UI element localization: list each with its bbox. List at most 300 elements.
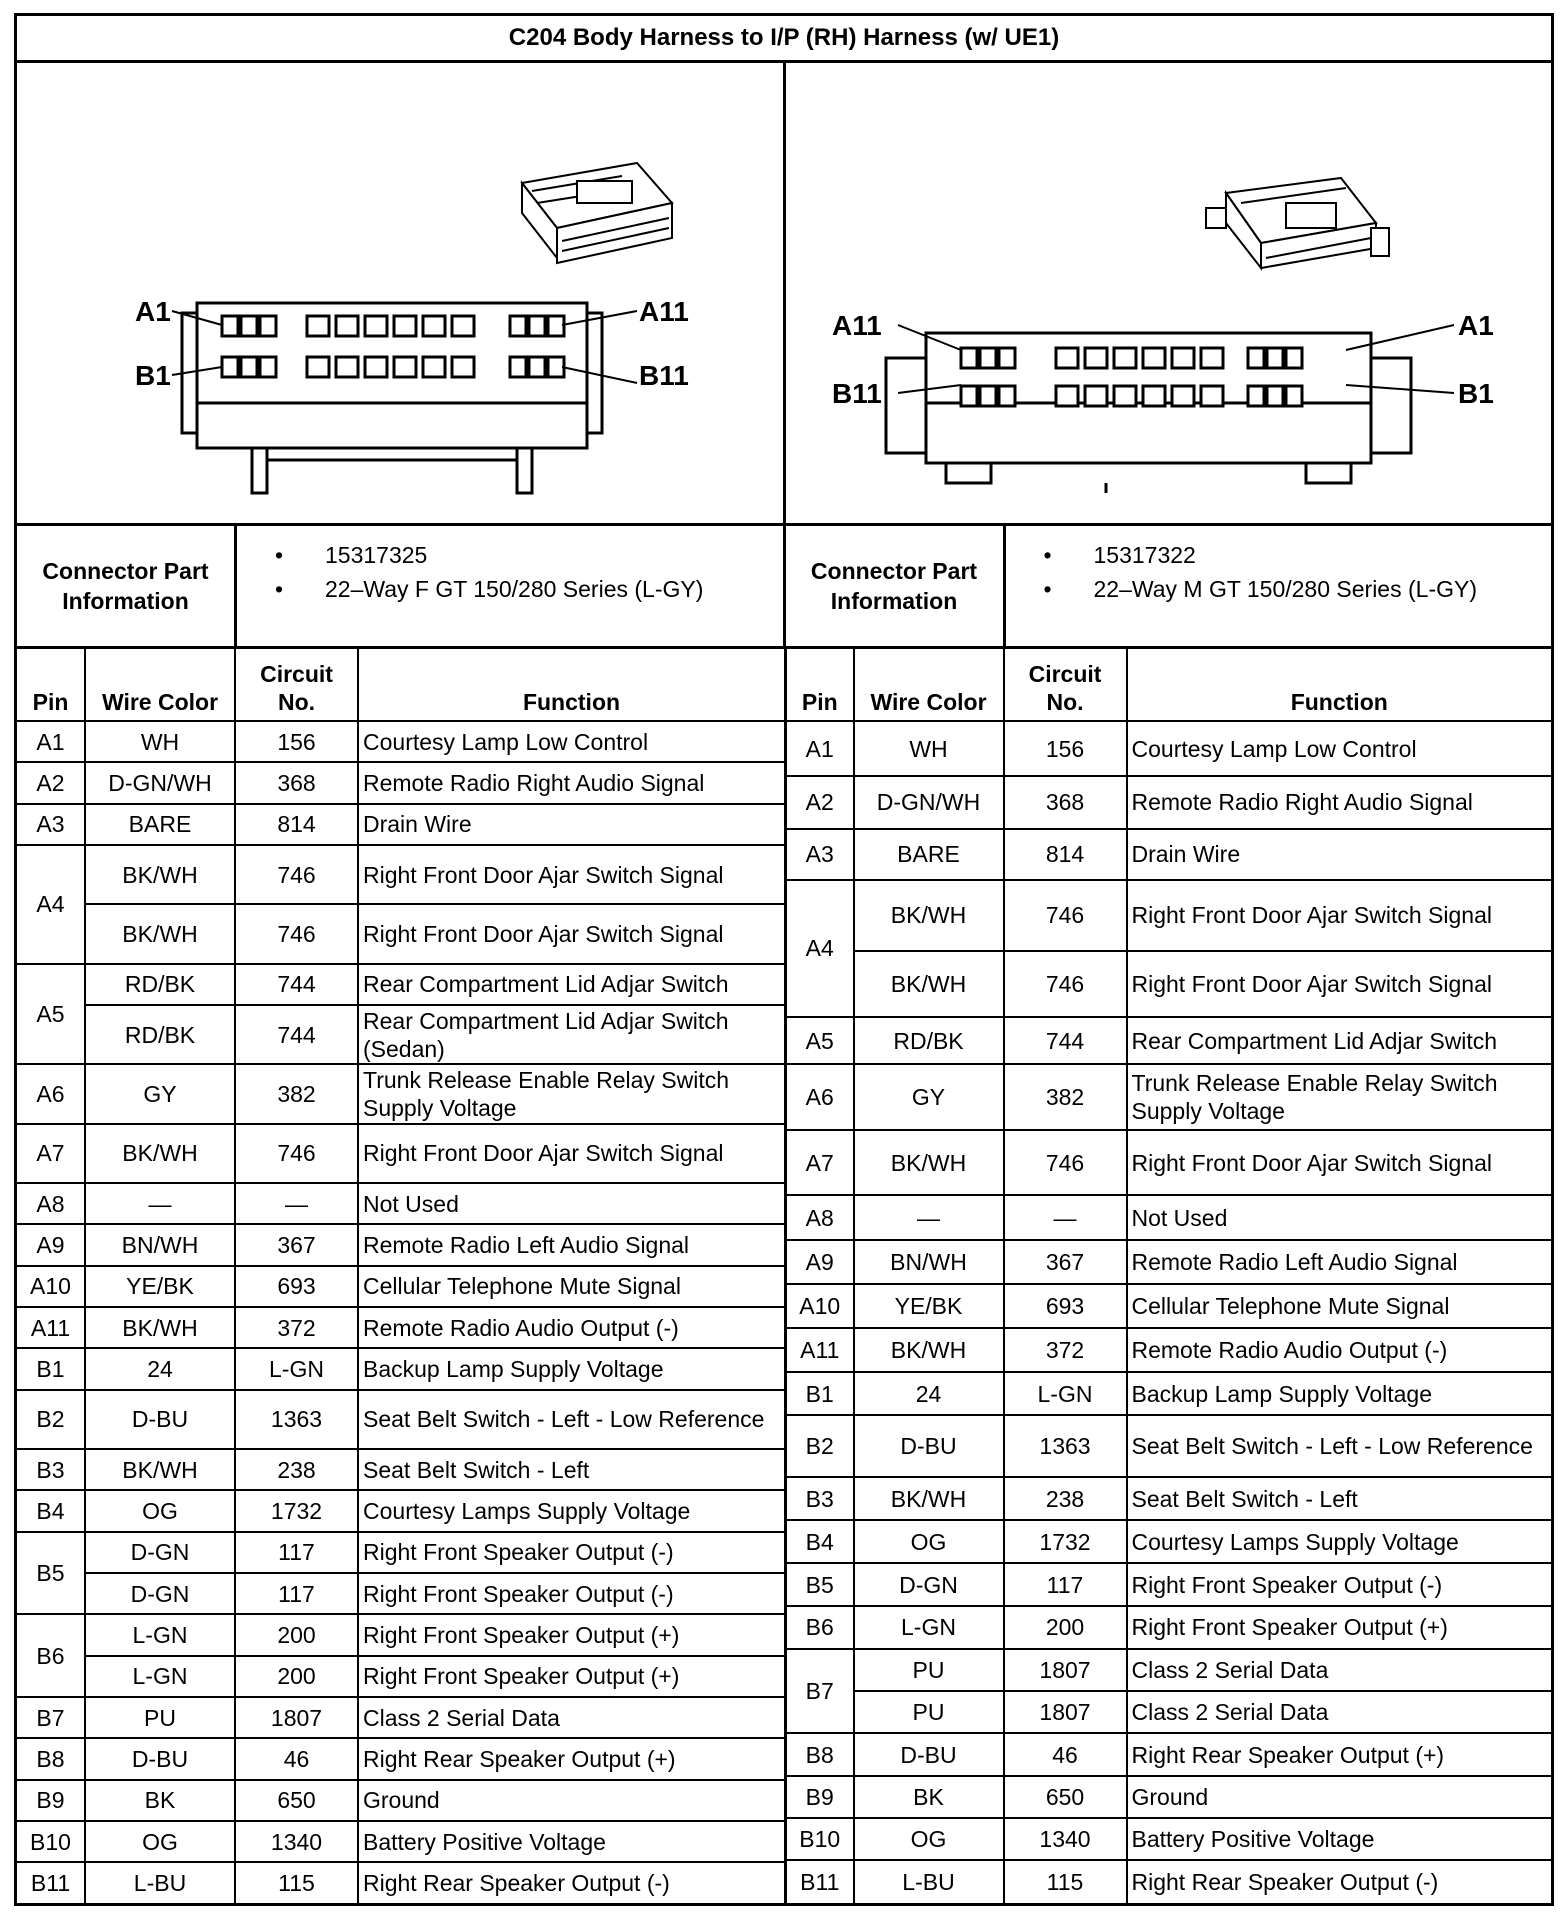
function-cell: Courtesy Lamps Supply Voltage — [358, 1490, 784, 1531]
table-row — [17, 1821, 784, 1862]
table-row — [17, 1862, 784, 1903]
circuit-cell: 368 — [235, 762, 358, 803]
pin-cavity — [999, 348, 1015, 368]
table-row — [17, 1573, 784, 1614]
wire-color-cell: D-GN — [85, 1532, 235, 1573]
function-cell: Right Front Door Ajar Switch Signal — [1127, 951, 1552, 1018]
table-row — [17, 1449, 784, 1490]
circuit-cell: 746 — [1004, 951, 1127, 1018]
connector-part-label: Connector Part Information — [17, 526, 237, 646]
pin-column-header: Pin — [17, 649, 85, 721]
function-cell: Not Used — [1127, 1195, 1552, 1240]
pin-cavity — [1201, 386, 1223, 406]
function-cell: Battery Positive Voltage — [1127, 1818, 1552, 1860]
table-row — [17, 1490, 784, 1531]
pin-cavity — [222, 316, 238, 336]
pin-cell: A4 — [17, 845, 85, 964]
function-cell: Not Used — [358, 1183, 784, 1224]
pin-cavity — [548, 357, 564, 377]
wire-color-cell: BARE — [85, 804, 235, 845]
wire-color-cell: BK — [854, 1776, 1004, 1818]
function-cell: Right Front Door Ajar Switch Signal — [358, 1124, 784, 1183]
function-column-header: Function — [1127, 649, 1552, 721]
pin-cell: A10 — [17, 1266, 85, 1307]
function-cell: Seat Belt Switch - Left — [1127, 1477, 1552, 1520]
pin-cavity — [1201, 348, 1223, 368]
pin-cell: B4 — [786, 1520, 854, 1563]
table-row — [17, 1183, 784, 1224]
table-row — [786, 1064, 1552, 1130]
pin-cavity — [222, 357, 238, 377]
table-row — [17, 1656, 784, 1697]
pin-label-a11: A11 — [639, 296, 689, 327]
pin-cavity — [1267, 348, 1283, 368]
pin-cell: B3 — [786, 1477, 854, 1520]
wire-color-cell: WH — [854, 721, 1004, 776]
pin-cell: B11 — [17, 1862, 85, 1903]
pin-cavity — [365, 316, 387, 336]
pin-cavity — [394, 357, 416, 377]
pin-cell: B7 — [786, 1649, 854, 1734]
function-cell: Class 2 Serial Data — [1127, 1649, 1552, 1692]
circuit-cell: 650 — [235, 1780, 358, 1821]
table-row — [786, 1520, 1552, 1563]
function-cell: Right Front Speaker Output (-) — [358, 1573, 784, 1614]
pin-cell: A5 — [17, 964, 85, 1065]
male-connector-diagram — [786, 63, 1556, 523]
pin-cavity — [1248, 386, 1264, 406]
page-title: C204 Body Harness to I/P (RH) Harness (w/ UE1) — [17, 16, 1551, 63]
circuit-cell: 46 — [1004, 1733, 1127, 1775]
table-row — [17, 1532, 784, 1573]
connector-diagrams — [17, 63, 1551, 526]
function-cell: Backup Lamp Supply Voltage — [358, 1348, 784, 1389]
pin-cell: B7 — [17, 1697, 85, 1738]
circuit-cell: 1807 — [1004, 1649, 1127, 1692]
pin-cavity — [1286, 386, 1302, 406]
table-row — [17, 1780, 784, 1821]
circuit-cell: 1807 — [235, 1697, 358, 1738]
circuit-cell: 200 — [1004, 1606, 1127, 1649]
wire-color-cell: D-GN — [854, 1563, 1004, 1606]
pin-cavity — [241, 357, 257, 377]
pin-cavity — [1286, 348, 1302, 368]
part-description: • 22–Way M GT 150/280 Series (L-GY) — [1056, 572, 1552, 606]
function-cell: Right Front Door Ajar Switch Signal — [358, 845, 784, 904]
pin-cavity — [307, 316, 329, 336]
function-cell: Remote Radio Audio Output (-) — [1127, 1328, 1552, 1372]
table-row — [786, 1563, 1552, 1606]
function-cell: Rear Compartment Lid Adjar Switch — [1127, 1017, 1552, 1064]
circuit-cell: — — [235, 1183, 358, 1224]
pin-cavity — [1114, 348, 1136, 368]
wire-color-cell: D-BU — [85, 1390, 235, 1449]
pin-cavity — [336, 357, 358, 377]
pin-cell: A1 — [17, 721, 85, 762]
pin-label-b11: B11 — [639, 360, 689, 391]
function-cell: Ground — [358, 1780, 784, 1821]
male-connector-iso-view — [1206, 178, 1389, 268]
pin-cell: A7 — [17, 1124, 85, 1183]
function-cell: Right Front Door Ajar Switch Signal — [358, 904, 784, 963]
function-cell: Rear Compartment Lid Adjar Switch (Sedan) — [358, 1005, 784, 1064]
circuit-cell: 382 — [235, 1064, 358, 1123]
function-cell: Cellular Telephone Mute Signal — [358, 1266, 784, 1307]
table-row — [17, 1390, 784, 1449]
wire-color-cell: — — [85, 1183, 235, 1224]
pin-cell: B10 — [17, 1821, 85, 1862]
pin-cell: B9 — [786, 1776, 854, 1818]
table-row — [786, 1130, 1552, 1195]
circuit-cell: 200 — [235, 1656, 358, 1697]
function-cell: Cellular Telephone Mute Signal — [1127, 1284, 1552, 1328]
pin-cell: A6 — [786, 1064, 854, 1130]
wire-color-cell: BK/WH — [854, 1477, 1004, 1520]
table-row — [786, 880, 1552, 951]
table-row — [786, 1017, 1552, 1064]
circuit-cell: 746 — [235, 1124, 358, 1183]
function-cell: Courtesy Lamp Low Control — [1127, 721, 1552, 776]
circuit-cell: L-GN — [1004, 1372, 1127, 1415]
pin-column-header: Pin — [786, 649, 854, 721]
pin-cell: A8 — [786, 1195, 854, 1240]
male-pin-cavities — [961, 348, 1302, 406]
function-cell: Seat Belt Switch - Left — [358, 1449, 784, 1490]
circuit-cell: 693 — [1004, 1284, 1127, 1328]
pin-cell: B8 — [17, 1738, 85, 1779]
pin-cavity — [1085, 348, 1107, 368]
table-row — [17, 845, 784, 904]
table-row — [17, 804, 784, 845]
function-cell: Right Rear Speaker Output (+) — [358, 1738, 784, 1779]
pin-label-a1: A1 — [135, 296, 171, 327]
right-connector-info — [783, 526, 1552, 646]
pin-cell: A11 — [17, 1307, 85, 1348]
circuit-cell: — — [1004, 1195, 1127, 1240]
circuit-column-header: Circuit No. — [1004, 649, 1127, 721]
part-info-list — [1006, 526, 1552, 646]
pin-cell: A9 — [786, 1240, 854, 1284]
table-row — [17, 904, 784, 963]
wire-color-cell: BK/WH — [854, 1130, 1004, 1195]
table-row — [786, 1776, 1552, 1818]
wire-color-cell: BK/WH — [85, 904, 235, 963]
circuit-cell: 746 — [235, 845, 358, 904]
table-row — [786, 1606, 1552, 1649]
function-cell: Right Rear Speaker Output (-) — [358, 1862, 784, 1903]
table-row — [17, 1124, 784, 1183]
wire-color-cell: GY — [854, 1064, 1004, 1130]
pin-cavity — [510, 357, 526, 377]
connector-info-row — [17, 526, 1551, 649]
table-row — [786, 1284, 1552, 1328]
wire-color-cell: — — [854, 1195, 1004, 1240]
part-description: • 22–Way F GT 150/280 Series (L-GY) — [287, 572, 783, 606]
pinout-sheet — [14, 13, 1554, 1906]
pin-cell: A3 — [17, 804, 85, 845]
table-row — [786, 829, 1552, 880]
table-row — [17, 1738, 784, 1779]
wire-color-cell: D-GN — [85, 1573, 235, 1614]
function-cell: Seat Belt Switch - Left - Low Reference — [358, 1390, 784, 1449]
function-cell: Drain Wire — [358, 804, 784, 845]
circuit-cell: L-GN — [235, 1348, 358, 1389]
function-cell: Remote Radio Right Audio Signal — [358, 762, 784, 803]
pin-cell: A10 — [786, 1284, 854, 1328]
part-number: • 15317325 — [287, 538, 783, 572]
pin-cavity — [452, 316, 474, 336]
pin-cavity — [529, 357, 545, 377]
pin-cell: B6 — [17, 1614, 85, 1697]
wire-color-cell: YE/BK — [854, 1284, 1004, 1328]
pin-cell: B9 — [17, 1780, 85, 1821]
function-cell: Remote Radio Left Audio Signal — [1127, 1240, 1552, 1284]
pinout-tables — [17, 649, 1551, 1904]
pin-cell: A7 — [786, 1130, 854, 1195]
wire-color-cell: L-BU — [854, 1860, 1004, 1903]
pin-cavity — [961, 348, 977, 368]
circuit-cell: 744 — [235, 1005, 358, 1064]
function-cell: Backup Lamp Supply Voltage — [1127, 1372, 1552, 1415]
wire-color-cell: D-BU — [85, 1738, 235, 1779]
function-cell: Trunk Release Enable Relay Switch Supply Voltage — [358, 1064, 784, 1123]
function-cell: Right Front Door Ajar Switch Signal — [1127, 880, 1552, 951]
circuit-cell: 1732 — [235, 1490, 358, 1531]
pin-cavity — [548, 316, 564, 336]
wire-color-cell: RD/BK — [85, 964, 235, 1005]
wire-color-cell: 24 — [854, 1372, 1004, 1415]
table-row — [17, 1005, 784, 1064]
function-cell: Ground — [1127, 1776, 1552, 1818]
table-header-row — [786, 649, 1552, 721]
table-row — [17, 721, 784, 762]
wire-color-column-header: Wire Color — [854, 649, 1004, 721]
pin-cavity — [529, 316, 545, 336]
connector-part-label: Connector Part Information — [786, 526, 1006, 646]
pin-cavity — [260, 357, 276, 377]
female-pin-cavities — [222, 316, 564, 377]
function-cell: Remote Radio Left Audio Signal — [358, 1224, 784, 1265]
left-connector-info — [17, 526, 783, 646]
wire-color-cell: BK/WH — [85, 1124, 235, 1183]
pin-cavity — [260, 316, 276, 336]
table-row — [786, 1649, 1552, 1692]
circuit-cell: 115 — [1004, 1860, 1127, 1903]
pin-cell: A2 — [17, 762, 85, 803]
wire-color-cell: BN/WH — [854, 1240, 1004, 1284]
wire-color-cell: 24 — [85, 1348, 235, 1389]
wire-color-cell: BK/WH — [854, 951, 1004, 1018]
female-connector-iso-view — [522, 163, 672, 263]
circuit-cell: 368 — [1004, 776, 1127, 829]
circuit-cell: 46 — [235, 1738, 358, 1779]
pin-cavity — [1085, 386, 1107, 406]
wire-color-cell: OG — [854, 1520, 1004, 1563]
function-cell: Seat Belt Switch - Left - Low Reference — [1127, 1415, 1552, 1477]
pin-label-b1: B1 — [1458, 378, 1494, 409]
circuit-cell: 1807 — [1004, 1691, 1127, 1733]
circuit-cell: 1340 — [1004, 1818, 1127, 1860]
wire-color-cell: L-GN — [85, 1656, 235, 1697]
wire-color-cell: BK/WH — [85, 1307, 235, 1348]
pin-cavity — [423, 357, 445, 377]
pin-label-a11: A11 — [832, 310, 882, 341]
pin-cell: B3 — [17, 1449, 85, 1490]
function-cell: Remote Radio Audio Output (-) — [358, 1307, 784, 1348]
table-row — [786, 1195, 1552, 1240]
pin-cavity — [1143, 386, 1165, 406]
function-cell: Right Front Door Ajar Switch Signal — [1127, 1130, 1552, 1195]
wire-color-cell: D-BU — [854, 1415, 1004, 1477]
circuit-cell: 814 — [1004, 829, 1127, 880]
pin-cavity — [394, 316, 416, 336]
wire-color-cell: BK/WH — [85, 845, 235, 904]
circuit-cell: 115 — [235, 1862, 358, 1903]
table-row — [786, 1415, 1552, 1477]
pin-cavity — [241, 316, 257, 336]
pin-cavity — [1267, 386, 1283, 406]
pin-cavity — [1056, 348, 1078, 368]
circuit-cell: 367 — [1004, 1240, 1127, 1284]
function-cell: Right Front Speaker Output (+) — [358, 1656, 784, 1697]
wire-color-cell: RD/BK — [854, 1017, 1004, 1064]
table-row — [17, 1614, 784, 1655]
table-row — [786, 1860, 1552, 1903]
pin-cavity — [423, 316, 445, 336]
part-info-list — [237, 526, 783, 646]
circuit-cell: 372 — [235, 1307, 358, 1348]
table-row — [17, 1307, 784, 1348]
circuit-cell: 200 — [235, 1614, 358, 1655]
pin-cavity — [1114, 386, 1136, 406]
pin-cavity — [980, 386, 996, 406]
function-cell: Right Front Speaker Output (+) — [1127, 1606, 1552, 1649]
wire-color-cell: D-BU — [854, 1733, 1004, 1775]
function-cell: Battery Positive Voltage — [358, 1821, 784, 1862]
table-row — [786, 1240, 1552, 1284]
pin-cavity — [365, 357, 387, 377]
table-row — [17, 1224, 784, 1265]
table-row — [17, 1348, 784, 1389]
circuit-cell: 238 — [235, 1449, 358, 1490]
right-pinout-table — [784, 649, 1551, 1904]
table-row — [17, 1697, 784, 1738]
circuit-cell: 117 — [235, 1573, 358, 1614]
pin-cavity — [961, 386, 977, 406]
pin-cell: B10 — [786, 1818, 854, 1860]
wire-color-cell: D-GN/WH — [854, 776, 1004, 829]
function-column-header: Function — [358, 649, 784, 721]
pin-cell: A4 — [786, 880, 854, 1017]
pin-cell: A1 — [786, 721, 854, 776]
table-row — [786, 1818, 1552, 1860]
circuit-cell: 156 — [1004, 721, 1127, 776]
wire-color-cell: RD/BK — [85, 1005, 235, 1064]
function-cell: Right Rear Speaker Output (+) — [1127, 1733, 1552, 1775]
pin-label-b1: B1 — [135, 360, 171, 391]
pin-cell: B1 — [786, 1372, 854, 1415]
pin-cell: B2 — [17, 1390, 85, 1449]
circuit-cell: 156 — [235, 721, 358, 762]
pin-cavity — [1172, 348, 1194, 368]
wire-color-cell: OG — [85, 1490, 235, 1531]
pin-cell: B5 — [786, 1563, 854, 1606]
pin-cell: B8 — [786, 1733, 854, 1775]
circuit-cell: 1363 — [1004, 1415, 1127, 1477]
function-cell: Right Rear Speaker Output (-) — [1127, 1860, 1552, 1903]
function-cell: Drain Wire — [1127, 829, 1552, 880]
table-row — [786, 1477, 1552, 1520]
circuit-cell: 746 — [1004, 880, 1127, 951]
circuit-cell: 1340 — [235, 1821, 358, 1862]
wire-color-cell: PU — [854, 1649, 1004, 1692]
circuit-cell: 367 — [235, 1224, 358, 1265]
function-cell: Right Front Speaker Output (-) — [1127, 1563, 1552, 1606]
pin-cell: A8 — [17, 1183, 85, 1224]
pin-cell: A9 — [17, 1224, 85, 1265]
pin-cavity — [452, 357, 474, 377]
pin-cell: B5 — [17, 1532, 85, 1615]
pin-label-b11: B11 — [832, 378, 882, 409]
table-row — [786, 1691, 1552, 1733]
circuit-cell: 1363 — [235, 1390, 358, 1449]
circuit-column-header: Circuit No. — [235, 649, 358, 721]
pin-cavity — [999, 386, 1015, 406]
pin-cell: B2 — [786, 1415, 854, 1477]
part-number: • 15317322 — [1056, 538, 1552, 572]
table-row — [786, 1328, 1552, 1372]
circuit-cell: 814 — [235, 804, 358, 845]
wire-color-cell: L-BU — [85, 1862, 235, 1903]
pin-cavity — [1172, 386, 1194, 406]
circuit-cell: 382 — [1004, 1064, 1127, 1130]
left-pinout-table — [17, 649, 784, 1904]
wire-color-cell: GY — [85, 1064, 235, 1123]
table-row — [17, 1064, 784, 1123]
wire-color-cell: BARE — [854, 829, 1004, 880]
table-row — [17, 1266, 784, 1307]
pin-cavity — [510, 316, 526, 336]
wire-color-cell: BK/WH — [854, 880, 1004, 951]
wire-color-cell: BN/WH — [85, 1224, 235, 1265]
function-cell: Class 2 Serial Data — [358, 1697, 784, 1738]
pin-cell: A11 — [786, 1328, 854, 1372]
circuit-cell: 117 — [235, 1532, 358, 1573]
wire-color-cell: YE/BK — [85, 1266, 235, 1307]
wire-color-cell: BK/WH — [85, 1449, 235, 1490]
circuit-cell: 372 — [1004, 1328, 1127, 1372]
function-cell: Right Front Speaker Output (-) — [358, 1532, 784, 1573]
pin-cell: B6 — [786, 1606, 854, 1649]
circuit-cell: 650 — [1004, 1776, 1127, 1818]
circuit-cell: 746 — [235, 904, 358, 963]
table-row — [786, 776, 1552, 829]
function-cell: Right Front Speaker Output (+) — [358, 1614, 784, 1655]
pin-label-a1: A1 — [1458, 310, 1494, 341]
wire-color-cell: D-GN/WH — [85, 762, 235, 803]
pin-cell: B1 — [17, 1348, 85, 1389]
pin-cell: B11 — [786, 1860, 854, 1903]
pin-cell: A6 — [17, 1064, 85, 1123]
circuit-cell: 238 — [1004, 1477, 1127, 1520]
circuit-cell: 744 — [235, 964, 358, 1005]
wire-color-cell: L-GN — [854, 1606, 1004, 1649]
circuit-cell: 744 — [1004, 1017, 1127, 1064]
pin-cavity — [336, 316, 358, 336]
table-row — [786, 1733, 1552, 1775]
pin-cell: B4 — [17, 1490, 85, 1531]
wire-color-cell: WH — [85, 721, 235, 762]
